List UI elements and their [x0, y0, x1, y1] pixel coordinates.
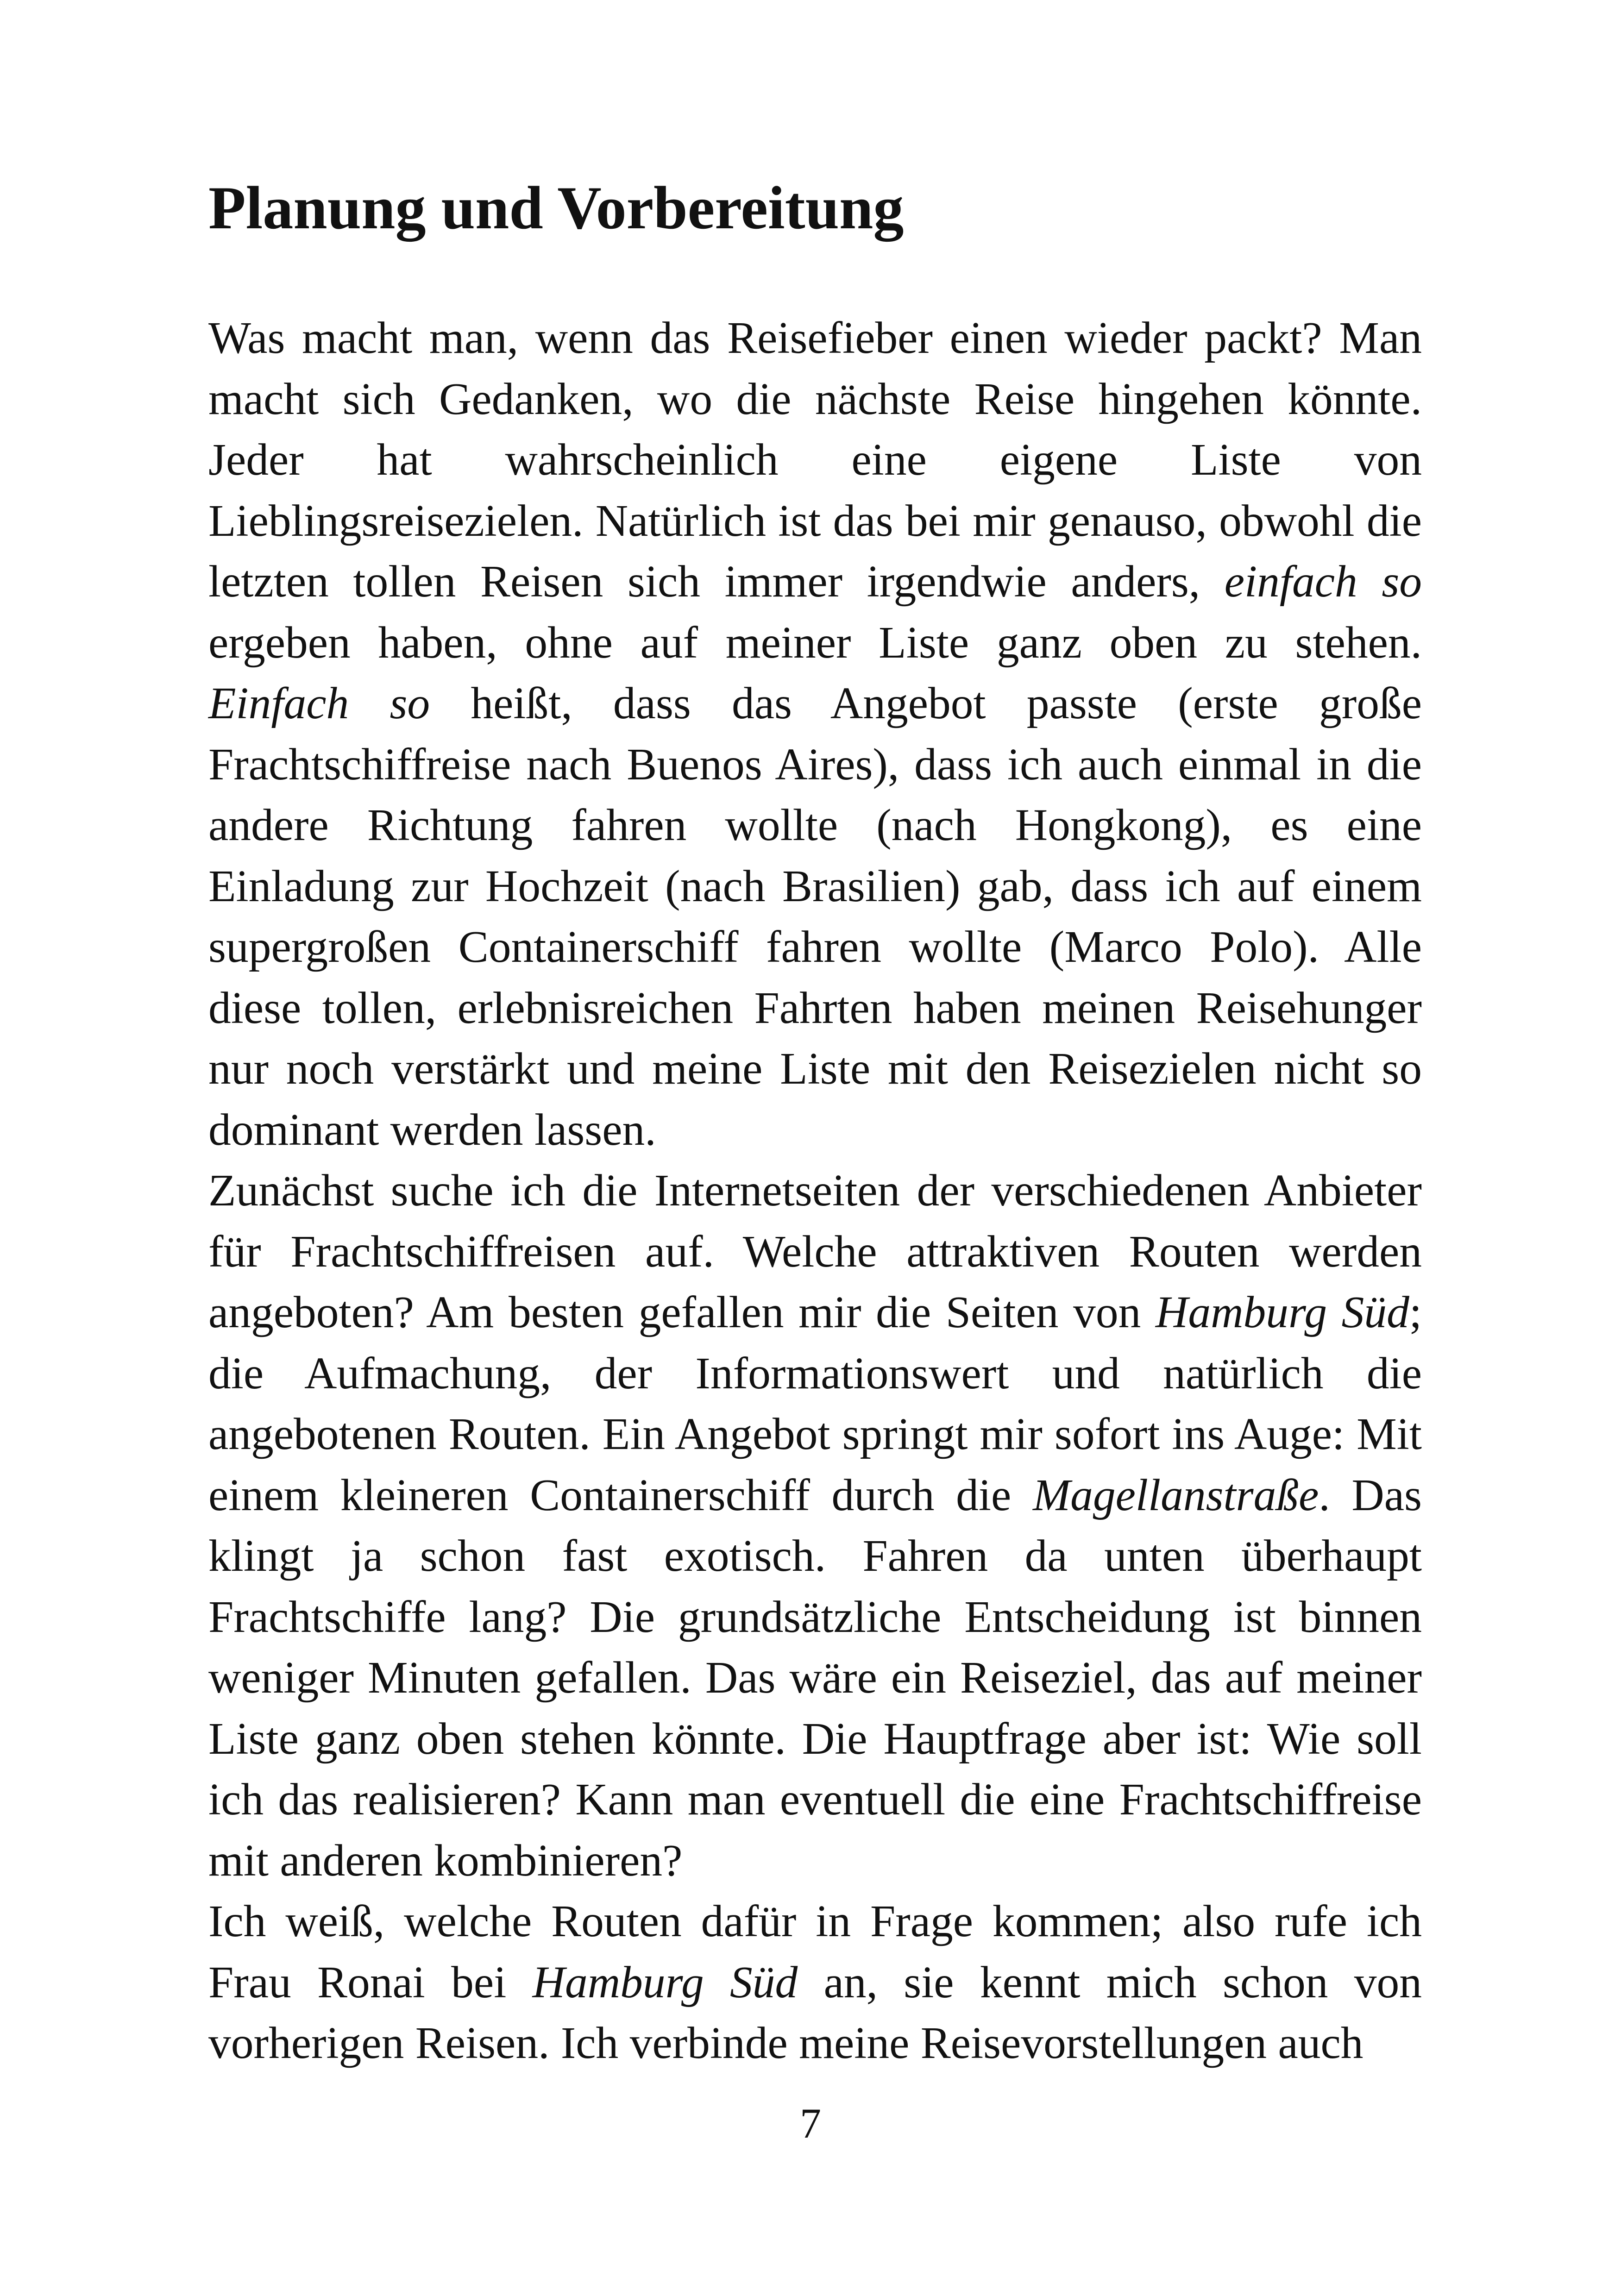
text-run: ; die Aufmachung, der Informationswert und natürlich die angebotenen Routen. Ein Angebot springt mir sofort ins Auge: Mit einem kleineren Containerschiff durch die	[208, 1287, 1422, 1520]
italic-text-run: Magellanstraße	[1032, 1470, 1319, 1520]
text-run: ergeben haben, ohne auf meiner Liste ganz oben zu stehen.	[208, 617, 1422, 668]
text-run: an, sie kennt mich schon von vorherigen Reisen. Ich verbinde meine Reisevorstellungen auch	[208, 1957, 1422, 2068]
text-run: Was macht man, wenn das Reisefieber einen wieder packt? Man macht sich Gedanken, wo die nächste Reise hingehen könnte. Jeder hat wahrscheinlich eine eigene Liste von Lieblingsreisezielen. Natürlich ist das bei mir genauso, obwohl die letzten tollen Reisen sich immer irgendwie anders,	[208, 313, 1422, 607]
italic-text-run: einfach so	[1224, 557, 1422, 607]
italic-text-run: Hamburg Süd	[532, 1957, 798, 2007]
text-run: Zunächst suche ich die Internetseiten der verschiedenen Anbieter für Frachtschiffreisen auf. Welche attraktiven Routen werden angeboten? Am besten gefallen mir die Seiten von	[208, 1166, 1422, 1337]
text-run: . Das klingt ja schon fast exotisch. Fahren da unten überhaupt Frachtschiffe lang? Die grundsätzliche Entscheidung ist binnen weniger Minuten gefallen. Das wäre ein Reiseziel, das auf meiner Liste ganz oben stehen könnte. Die Hauptfrage aber ist: Wie soll ich das realisieren? Kann man eventuell die eine Frachtschiffreise mit anderen kombinieren?	[208, 1470, 1422, 1886]
body-text	[208, 308, 1422, 2074]
text-run: heißt, dass das Angebot passte (erste große Frachtschiffreise nach Buenos Aires), dass ich auch einmal in die andere Richtung fahren wollte (nach Hongkong), es eine Einladung zur Hochzeit (nach Brasilien) gab, dass ich auf einem supergroßen Containerschiff fahren wollte (Marco Polo). Alle diese tollen, erlebnisreichen Fahrten haben meinen Reisehunger nur noch verstärkt und meine Liste mit den Reisezielen nicht so dominant werden lassen.	[208, 678, 1422, 1155]
italic-text-run: Einfach so	[208, 678, 430, 728]
page-number: 7	[800, 2100, 821, 2147]
paragraph	[208, 1891, 1422, 2074]
text-run: Ich weiß, welche Routen dafür in Frage kommen; also rufe ich Frau Ronai bei	[208, 1896, 1422, 2007]
paragraph	[208, 1161, 1422, 1891]
chapter-title: Planung und Vorbereitung	[208, 174, 904, 242]
paragraph	[208, 308, 1422, 1161]
italic-text-run: Hamburg Süd	[1155, 1287, 1409, 1337]
